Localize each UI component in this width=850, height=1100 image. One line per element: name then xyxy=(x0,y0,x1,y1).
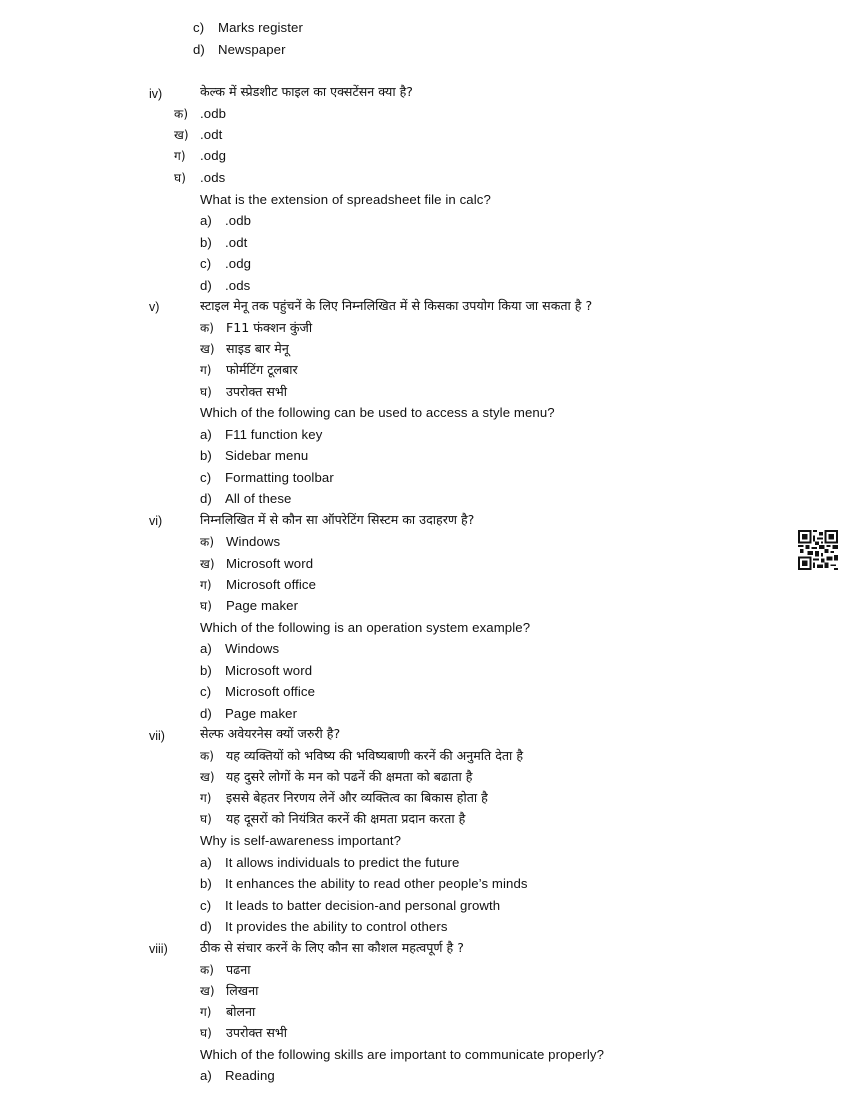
question-number: vii) xyxy=(149,729,165,743)
option-text: Formatting toolbar xyxy=(225,470,334,485)
option-label: c) xyxy=(193,20,205,35)
question-hindi: केल्क में स्प्रेडशीट फाइल का एक्सटेंसन क्या है? xyxy=(200,84,413,99)
option-label: ग) xyxy=(200,1005,212,1019)
option-label: d) xyxy=(200,278,212,293)
option-text: यह दुसरे लोगों के मन को पढनें की क्षमता को बढाता है xyxy=(226,769,473,784)
option-text: It leads to batter decision-and personal growth xyxy=(225,898,501,913)
option-label: ग) xyxy=(174,149,186,163)
english-option xyxy=(200,276,250,296)
english-option xyxy=(200,661,312,681)
english-option xyxy=(200,425,322,445)
option-text: .odg xyxy=(225,256,252,271)
option-text: लिखना xyxy=(226,983,259,998)
hindi-option xyxy=(200,554,313,574)
option-label: ख) xyxy=(174,128,189,142)
english-option xyxy=(200,211,251,231)
hindi-option xyxy=(200,767,472,787)
hindi-option xyxy=(200,960,251,980)
hindi-option xyxy=(200,382,287,402)
option-label: क) xyxy=(200,535,215,549)
option-label: d) xyxy=(193,42,205,57)
option-text: Microsoft office xyxy=(226,577,317,592)
option-text: बोलना xyxy=(226,1004,256,1019)
option-label: क) xyxy=(174,107,189,121)
hindi-option xyxy=(200,360,298,380)
question-number: viii) xyxy=(149,942,168,956)
option-label: घ) xyxy=(200,385,212,399)
english-option xyxy=(200,682,315,702)
option-label: d) xyxy=(200,706,212,721)
option-text: All of these xyxy=(225,491,292,506)
option-text: .odt xyxy=(225,235,248,250)
option-label: d) xyxy=(200,919,212,934)
option-text: Sidebar menu xyxy=(225,448,309,463)
option-text: यह दूसरों को नियंत्रित करनें की क्षमता प्रदान करता है xyxy=(226,811,466,826)
question-hindi: स्टाइल मेनू तक पहुंचनें के लिए निम्नलिखित में से किसका उपयोग किया जा सकता है ? xyxy=(200,298,593,313)
option-text: .ods xyxy=(200,170,226,185)
question-number: vi) xyxy=(149,514,163,528)
english-option xyxy=(200,233,247,253)
option-text: .ods xyxy=(225,278,251,293)
option-text: F11 function key xyxy=(225,427,323,442)
question-number: iv) xyxy=(149,87,163,101)
hindi-option xyxy=(174,104,226,124)
option-label: क) xyxy=(200,321,214,335)
qr-code-icon xyxy=(798,530,838,570)
option-text: Page maker xyxy=(225,706,298,721)
english-option xyxy=(200,704,297,724)
option-label: a) xyxy=(200,427,212,442)
question-english: What is the extension of spreadsheet file in calc? xyxy=(200,192,491,207)
option-text: .odt xyxy=(200,127,223,142)
option-label: c) xyxy=(200,684,212,699)
hindi-option xyxy=(200,318,312,338)
english-option xyxy=(200,1066,275,1086)
option-text: उपरोक्त सभी xyxy=(226,1025,288,1040)
option-label: घ) xyxy=(200,812,212,826)
question-english: Which of the following can be used to access a style menu? xyxy=(200,405,555,420)
question-english: Why is self-awareness important? xyxy=(200,833,402,848)
option-label: c) xyxy=(200,470,212,485)
option-label: ग) xyxy=(200,578,212,592)
option-text: It allows individuals to predict the future xyxy=(225,855,460,870)
option-d xyxy=(193,40,286,60)
option-text: साइड बार मेनू xyxy=(226,341,289,356)
option-text: Reading xyxy=(225,1068,275,1083)
option-label: घ) xyxy=(200,599,212,613)
english-option xyxy=(200,896,500,916)
option-text: Newspaper xyxy=(218,42,286,57)
question-number: v) xyxy=(149,300,160,314)
option-text: Page maker xyxy=(226,598,299,613)
english-option xyxy=(200,489,291,509)
english-option xyxy=(200,254,251,274)
option-label: b) xyxy=(200,235,212,250)
option-text: उपरोक्त सभी xyxy=(226,384,288,399)
option-label: a) xyxy=(200,213,212,228)
option-label: ग) xyxy=(200,363,212,377)
option-label: ख) xyxy=(200,984,215,998)
option-c xyxy=(193,18,303,38)
option-text: फोर्मटिंग टूलबार xyxy=(226,362,298,377)
option-text: Windows xyxy=(226,534,281,549)
hindi-option xyxy=(200,596,298,616)
option-label: ग) xyxy=(200,791,212,805)
question-hindi: ठीक से संचार करनें के लिए कौन सा कौशल महत्वपूर्ण है ? xyxy=(200,940,464,955)
option-label: a) xyxy=(200,641,212,656)
hindi-option xyxy=(174,168,225,188)
hindi-option xyxy=(200,1023,287,1043)
hindi-option xyxy=(200,532,280,552)
hindi-option xyxy=(200,575,316,595)
option-label: ख) xyxy=(200,770,215,784)
option-label: क) xyxy=(200,963,214,977)
option-label: ख) xyxy=(200,342,215,356)
option-text: Windows xyxy=(225,641,280,656)
option-label: ख) xyxy=(200,557,215,571)
hindi-option xyxy=(200,981,258,1001)
option-text: Microsoft office xyxy=(225,684,316,699)
question-hindi: निम्नलिखित में से कौन सा ऑपरेटिंग सिस्टम का उदाहरण है? xyxy=(200,512,475,527)
option-label: c) xyxy=(200,898,212,913)
option-label: घ) xyxy=(174,171,186,185)
option-text: It provides the ability to control others xyxy=(225,919,448,934)
option-text: पढना xyxy=(226,962,251,977)
hindi-option xyxy=(200,809,465,829)
option-label: a) xyxy=(200,855,212,870)
option-label: b) xyxy=(200,448,212,463)
option-text: Marks register xyxy=(218,20,303,35)
question-english: Which of the following skills are important to communicate properly? xyxy=(200,1047,605,1062)
hindi-option xyxy=(200,788,488,808)
hindi-option xyxy=(200,339,289,359)
hindi-option xyxy=(174,125,222,145)
english-option xyxy=(200,874,528,894)
option-text: इससे बेहतर निरणय लेनें और व्यक्तित्व का बिकास होता है xyxy=(226,790,488,805)
question-english: Which of the following is an operation system example? xyxy=(200,620,531,635)
option-text: .odb xyxy=(200,106,227,121)
english-option xyxy=(200,917,448,937)
option-text: .odb xyxy=(225,213,252,228)
english-option xyxy=(200,639,279,659)
option-text: It enhances the ability to read other people’s minds xyxy=(225,876,528,891)
question-hindi: सेल्फ अवेयरनेस क्यों जरुरी है? xyxy=(200,726,341,741)
option-text: Microsoft word xyxy=(226,556,314,571)
option-label: b) xyxy=(200,663,212,678)
option-label: c) xyxy=(200,256,212,271)
english-option xyxy=(200,853,459,873)
option-label: क) xyxy=(200,749,214,763)
english-option xyxy=(200,468,334,488)
option-label: घ) xyxy=(200,1026,212,1040)
option-label: d) xyxy=(200,491,212,506)
hindi-option xyxy=(174,146,226,166)
option-text: F11 फंक्शन कुंजी xyxy=(226,320,313,335)
option-text: Microsoft word xyxy=(225,663,313,678)
hindi-option xyxy=(200,1002,255,1022)
option-label: b) xyxy=(200,876,212,891)
option-text: यह व्यक्तियों को भविष्य की भविष्यबाणी करनें की अनुमति देता है xyxy=(226,748,524,763)
hindi-option xyxy=(200,746,523,766)
option-text: .odg xyxy=(200,148,227,163)
option-label: a) xyxy=(200,1068,212,1083)
english-option xyxy=(200,446,308,466)
